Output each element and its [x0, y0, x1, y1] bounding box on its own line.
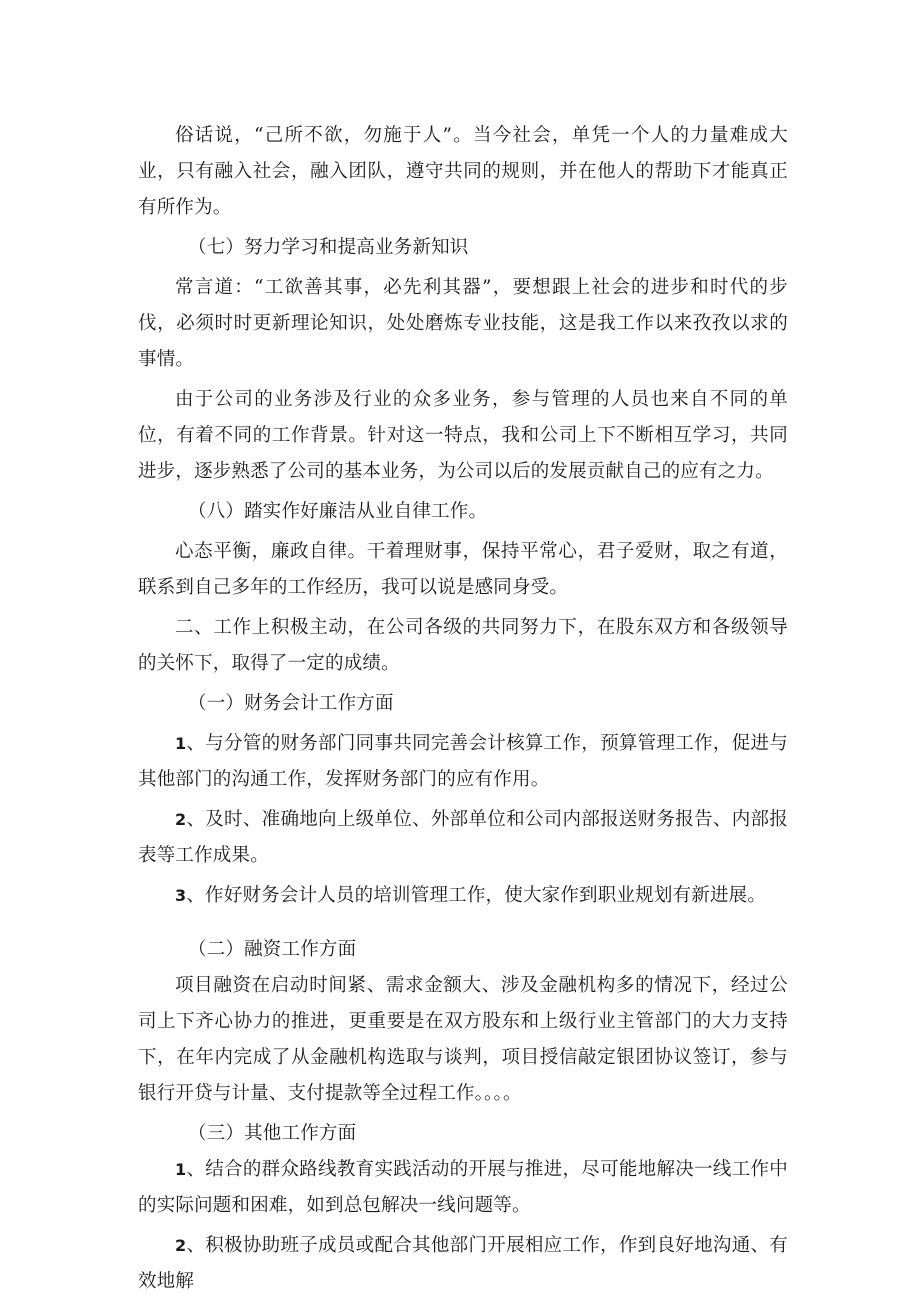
item-number: 1 — [175, 734, 187, 753]
item-number: 2 — [175, 810, 187, 829]
paragraph-text: 心态平衡，廉政自律。干着理财事，保持平常心，君子爱财，取之有道，联系到自己多年的工作经历，我可以说是感同身受。 — [138, 541, 788, 598]
section-heading — [138, 686, 788, 722]
item-text: 、作好财务会计人员的培训管理工作，使大家作到职业规划有新进展。 — [186, 885, 767, 906]
paragraph-text: 二、工作上积极主动，在公司各级的共同努力下，在股东双方和各级领导的关怀下，取得了一定的成绩。 — [138, 617, 788, 674]
numbered-item — [138, 1228, 788, 1300]
numbered-item — [138, 1152, 788, 1224]
item-text: 、及时、准确地向上级单位、外部单位和公司内部报送财务报告、内部报表等工作成果。 — [138, 809, 788, 866]
heading-text: （二）融资工作方面 — [188, 939, 357, 960]
paragraph-text: 项目融资在启动时间紧、需求金额大、涉及金融机构多的情况下，经过公司上下齐心协力的推进，更重要是在双方股东和上级行业主管部门的大力支持下，在年内完成了从金融机构选取与谈判，项目授信敲定银团协议签订，参与银行开贷与计量、支付提款等全过程工作。。。。 — [138, 975, 788, 1104]
heading-text: （八）踏实作好廉洁从业自律工作。 — [188, 501, 488, 522]
item-number: 1 — [175, 1160, 187, 1179]
heading-text: （三）其他工作方面 — [188, 1123, 357, 1144]
item-number: 3 — [175, 886, 187, 905]
paragraph — [138, 968, 788, 1112]
paragraph — [138, 270, 788, 378]
section-heading — [138, 230, 788, 266]
item-text: 、与分管的财务部门同事共同完善会计核算工作，预算管理工作，促进与其他部门的沟通工作，发挥财务部门的应有作用。 — [138, 733, 788, 790]
paragraph — [138, 610, 788, 682]
section-heading — [138, 1116, 788, 1152]
section-heading — [138, 932, 788, 968]
paragraph — [138, 534, 788, 606]
heading-text: （七）努力学习和提高业务新知识 — [188, 237, 469, 258]
paragraph — [138, 382, 788, 490]
paragraph — [138, 118, 788, 226]
item-text: 、积极协助班子成员或配合其他部门开展相应工作，作到良好地沟通、有效地解 — [138, 1235, 788, 1292]
section-heading — [138, 494, 788, 530]
numbered-item — [138, 878, 788, 914]
numbered-item — [138, 802, 788, 874]
paragraph-text: 俗话说，“己所不欲，勿施于人”。当今社会，单凭一个人的力量难成大业，只有融入社会，融入团队，遵守共同的规则，并在他人的帮助下才能真正有所作为。 — [138, 125, 788, 218]
item-text: 、结合的群众路线教育实践活动的开展与推进，尽可能地解决一线工作中的实际问题和困难，如到总包解决一线问题等。 — [138, 1159, 788, 1216]
item-number: 2 — [175, 1236, 187, 1255]
paragraph-text: 由于公司的业务涉及行业的众多业务，参与管理的人员也来自不同的单位，有着不同的工作背景。针对这一特点，我和公司上下不断相互学习，共同进步，逐步熟悉了公司的基本业务，为公司以后的发展贡献自己的应有之力。 — [138, 389, 788, 482]
document-body — [138, 118, 788, 1300]
numbered-item — [138, 726, 788, 798]
paragraph-text: 常言道：“工欲善其事，必先利其器”，要想跟上社会的进步和时代的步伐，必须时时更新理论知识，处处磨炼专业技能，这是我工作以来孜孜以求的事情。 — [138, 277, 788, 370]
heading-text: （一）财务会计工作方面 — [188, 693, 394, 714]
